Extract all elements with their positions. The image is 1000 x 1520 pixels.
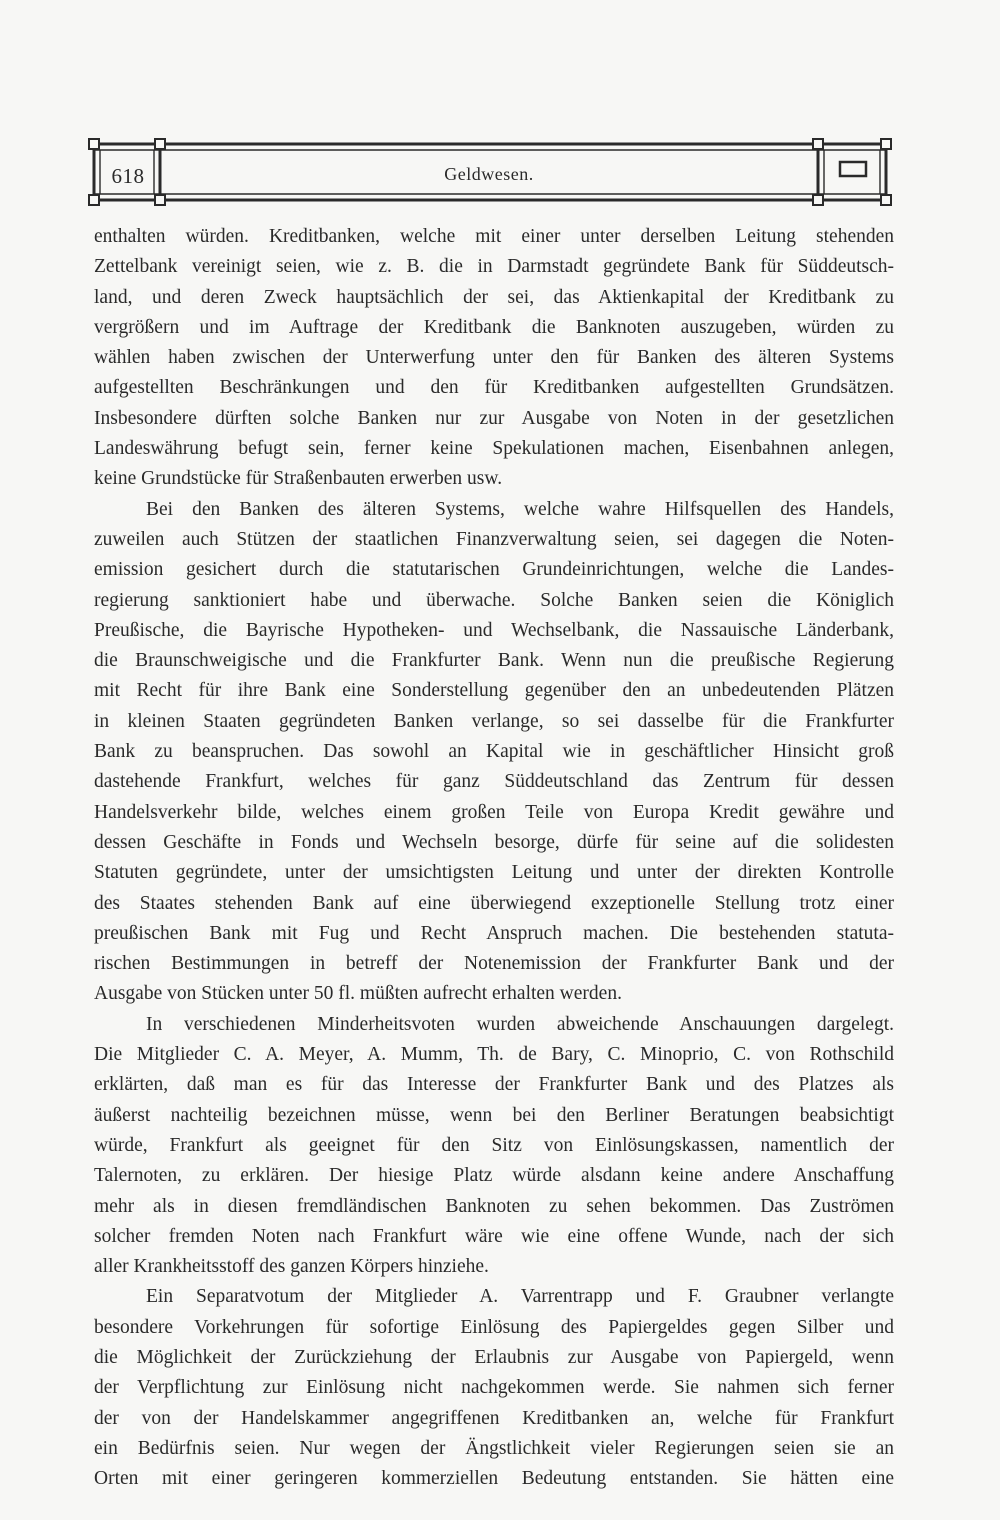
text-line: aller Krankheitsstoff des ganzen Körpers hinziehe. [94,1256,489,1278]
text-line: aufgestellten Beschränkungen und den für Kreditbanken aufgestellten Grundsätzen. [94,377,894,399]
text-line: Orten mit einer geringeren kommerziellen Bedeutung entstanden. Sie hätten eine [94,1468,894,1490]
text-line: enthalten würden. Kreditbanken, welche mit einer unter derselben Leitung stehenden [94,226,894,247]
text-line: mit Recht für ihre Bank eine Sonderstellung gegenüber den an unbedeutenden Plätzen [94,680,894,702]
paragraph [94,495,894,1010]
text-line: Bei den Banken des älteren Systems, welche wahre Hilfsquellen des Handels, [146,498,894,520]
text-line: emission gesichert durch die statutarischen Grundeinrichtungen, welche die Landes- [94,559,894,581]
text-line: äußerst nachteilig bezeichnen müsse, wenn bei den Berliner Beratungen beabsichtigt [94,1104,894,1126]
text-line: besondere Vorkehrungen für sofortige Einlösung des Papiergeldes gegen Silber und [94,1316,894,1338]
text-line: in kleinen Staaten gegründeten Banken verlange, so sei dasselbe für die Frankfurter [94,710,894,732]
text-line: Ein Separatvotum der Mitglieder A. Varrentrapp und F. Graubner verlangte [146,1286,894,1308]
text-line: Bank zu beanspruchen. Das sowohl an Kapital wie in geschäftlicher Hinsicht groß [94,741,894,763]
text-line: dastehende Frankfurt, welches für ganz Süddeutschland das Zentrum für dessen [94,771,894,793]
text-line: Ausgabe von Stücken unter 50 fl. müßten aufrecht erhalten werden. [94,983,622,1005]
page-header [88,138,892,206]
text-line: land, und deren Zweck hauptsächlich der sei, das Aktienkapital der Kreditbank zu [94,286,894,308]
text-line: die Braunschweigische und die Frankfurter Bank. Wenn nun die preußische Regierung [94,650,894,672]
text-line: würde, Frankfurt als geeignet für den Sitz von Einlösungskassen, namentlich der [94,1134,894,1156]
text-line: des Staates stehenden Bank auf eine überwiegend exzeptionelle Stellung trotz einer [94,892,894,914]
text-line: Preußische, die Bayrische Hypotheken- und Wechselbank, die Nassauische Länderbank, [94,619,894,641]
page-number: 618 [111,164,145,188]
paragraph [94,222,894,495]
text-line: Landeswährung befugt sein, ferner keine Spekulationen machen, Eisenbahnen anlegen, [94,438,894,460]
text-line: Handelsverkehr bilde, welches einem großen Teile von Europa Kredit gewähre und [94,801,894,823]
text-line: Zettelbank vereinigt seien, wie z. B. die in Darmstadt gegründete Bank für Süddeutsch- [94,256,894,278]
paragraph [94,1282,894,1494]
text-line: rischen Bestimmungen in betreff der Notenemission der Frankfurter Bank und der [94,953,894,975]
text-line: wählen haben zwischen der Unterwerfung unter den für Banken des älteren Systems [94,347,894,369]
text-line: Insbesondere dürften solche Banken nur zur Ausgabe von Noten in der gesetzlichen [94,407,894,429]
text-line: vergrößern und im Auftrage der Kreditbank die Banknoten auszugeben, würden zu [94,316,894,338]
text-line: keine Grundstücke für Straßenbauten erwerben usw. [94,468,503,490]
text-line: erklärten, daß man es für das Interesse der Frankfurter Bank und des Platzes als [94,1074,894,1096]
text-line: der Verpflichtung zur Einlösung nicht nachgekommen werde. Sie nahmen sich ferner [94,1377,894,1399]
text-line: Talernoten, zu erklären. Der hiesige Platz würde alsdann keine andere Anschaffung [94,1165,894,1187]
running-title: Geldwesen. [444,164,534,184]
text-line: die Möglichkeit der Zurückziehung der Erlaubnis zur Ausgabe von Papiergeld, wenn [94,1346,894,1368]
text-line: Statuten gegründete, unter der umsichtigsten Leitung und unter der direkten Kontrolle [94,862,894,884]
text-line: In verschiedenen Minderheitsvoten wurden abweichende Anschauungen dargelegt. [146,1013,894,1035]
text-line: solcher fremden Noten nach Frankfurt wäre wie eine offene Wunde, nach der sich [94,1225,894,1247]
text-line: ein Bedürfnis seien. Nur wegen der Ängstlichkeit vieler Regierungen seien sie an [94,1437,894,1459]
text-line: regierung sanktioniert habe und überwache. Solche Banken seien die Königlich [94,589,894,611]
text-line: der von der Handelskammer angegriffenen Kreditbanken an, welche für Frankfurt [94,1407,894,1429]
text-line: preußischen Bank mit Fug und Recht Anspruch machen. Die bestehenden statuta- [94,922,894,944]
paragraph [94,1010,894,1283]
text-line: Die Mitglieder C. A. Meyer, A. Mumm, Th. de Bary, C. Minoprio, C. von Rothschild [94,1044,894,1066]
text-line: dessen Geschäfte in Fonds und Wechseln besorge, dürfe für seine auf die solidesten [94,831,894,853]
text-line: mehr als in diesen fremdländischen Banknoten zu sehen bekommen. Das Zuströmen [94,1195,894,1217]
body-text [94,222,894,1494]
text-line: zuweilen auch Stützen der staatlichen Finanzverwaltung seien, sei dagegen die Noten- [94,528,894,550]
